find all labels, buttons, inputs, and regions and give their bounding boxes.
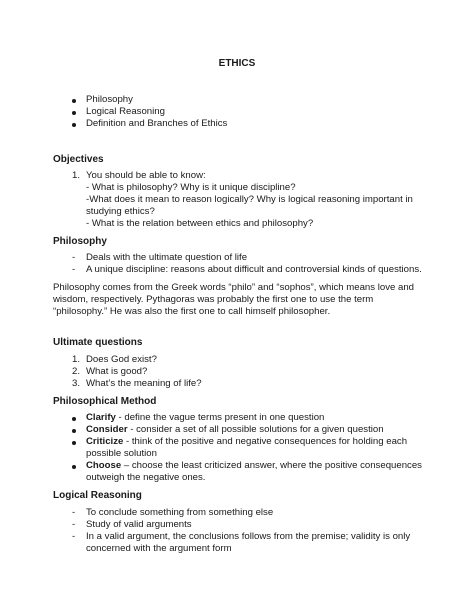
logical-point: In a valid argument, the conclusions follows from the premise; validity is only [86, 531, 411, 542]
question-item: Does God exist? [86, 354, 157, 365]
method-term: Clarify [86, 412, 116, 423]
objective-sub: - What is philosophy? Why is it unique discipline? [86, 182, 296, 193]
topic-item: Definition and Branches of Ethics [86, 118, 228, 129]
question-number: 2. [72, 366, 81, 377]
question-number: 3. [72, 378, 81, 389]
method-desc: - think of the positive and negative consequences for holding each [123, 436, 408, 447]
bullet-icon [72, 111, 76, 115]
objectives-heading: Objectives [53, 154, 104, 165]
objective-sub: -What does it mean to reason logically? Why is logical reasoning important in [86, 194, 413, 205]
dash-icon: - [72, 252, 76, 263]
philosophical-method-heading: Philosophical Method [53, 396, 157, 407]
method-desc: - define the vague terms present in one question [115, 412, 325, 423]
bullet-icon [72, 441, 76, 445]
objective-sub: studying ethics? [86, 206, 155, 217]
philosophy-heading: Philosophy [53, 236, 107, 247]
logical-point: Study of valid arguments [86, 519, 192, 530]
question-number: 1. [72, 354, 81, 365]
method-term: Consider [86, 424, 128, 435]
bullet-icon [72, 429, 76, 433]
philosophy-paragraph-line: Philosophy comes from the Greek words “philo” and “sophos”, which means love and [53, 282, 415, 293]
method-item [86, 412, 324, 424]
topic-item: Logical Reasoning [86, 106, 165, 117]
dash-icon: - [72, 519, 76, 530]
philosophy-paragraph-line: “philosophy.” He was also the first one to call himself philosopher. [53, 306, 331, 317]
method-item [86, 460, 422, 472]
objective-sub: - What is the relation between ethics and philosophy? [86, 218, 314, 229]
method-item-continued: possible solution [86, 448, 157, 459]
method-item-continued: outweigh the negative ones. [86, 472, 206, 483]
method-desc: - consider a set of all possible solutions for a given question [127, 424, 384, 435]
method-desc: – choose the least criticized answer, where the positive consequences [121, 460, 422, 471]
bullet-icon [72, 465, 76, 469]
philosophy-point: Deals with the ultimate question of life [86, 252, 248, 263]
ultimate-questions-heading: Ultimate questions [53, 337, 143, 348]
method-term: Criticize [86, 436, 124, 447]
objective-text: You should be able to know: [86, 170, 206, 181]
dash-icon: - [72, 531, 76, 542]
philosophy-paragraph-line: wisdom, respectively. Pythagoras was probably the first one to use the term [53, 294, 374, 305]
method-term: Choose [86, 460, 122, 471]
question-item: What’s the meaning of life? [86, 378, 202, 389]
topic-item: Philosophy [86, 94, 133, 105]
bullet-icon [72, 417, 76, 421]
objective-number: 1. [72, 170, 81, 181]
logical-point: To conclude something from something else [86, 507, 274, 518]
bullet-icon [72, 99, 76, 103]
dash-icon: - [72, 507, 76, 518]
method-item [86, 424, 384, 436]
bullet-icon [72, 123, 76, 127]
logical-point-continued: concerned with the argument form [86, 543, 232, 554]
question-item: What is good? [86, 366, 148, 377]
dash-icon: - [72, 264, 76, 275]
logical-reasoning-heading: Logical Reasoning [53, 490, 142, 501]
method-item [86, 436, 407, 448]
page-title: ETHICS [218, 58, 256, 69]
philosophy-point: A unique discipline: reasons about difficult and controversial kinds of questions. [86, 264, 422, 275]
